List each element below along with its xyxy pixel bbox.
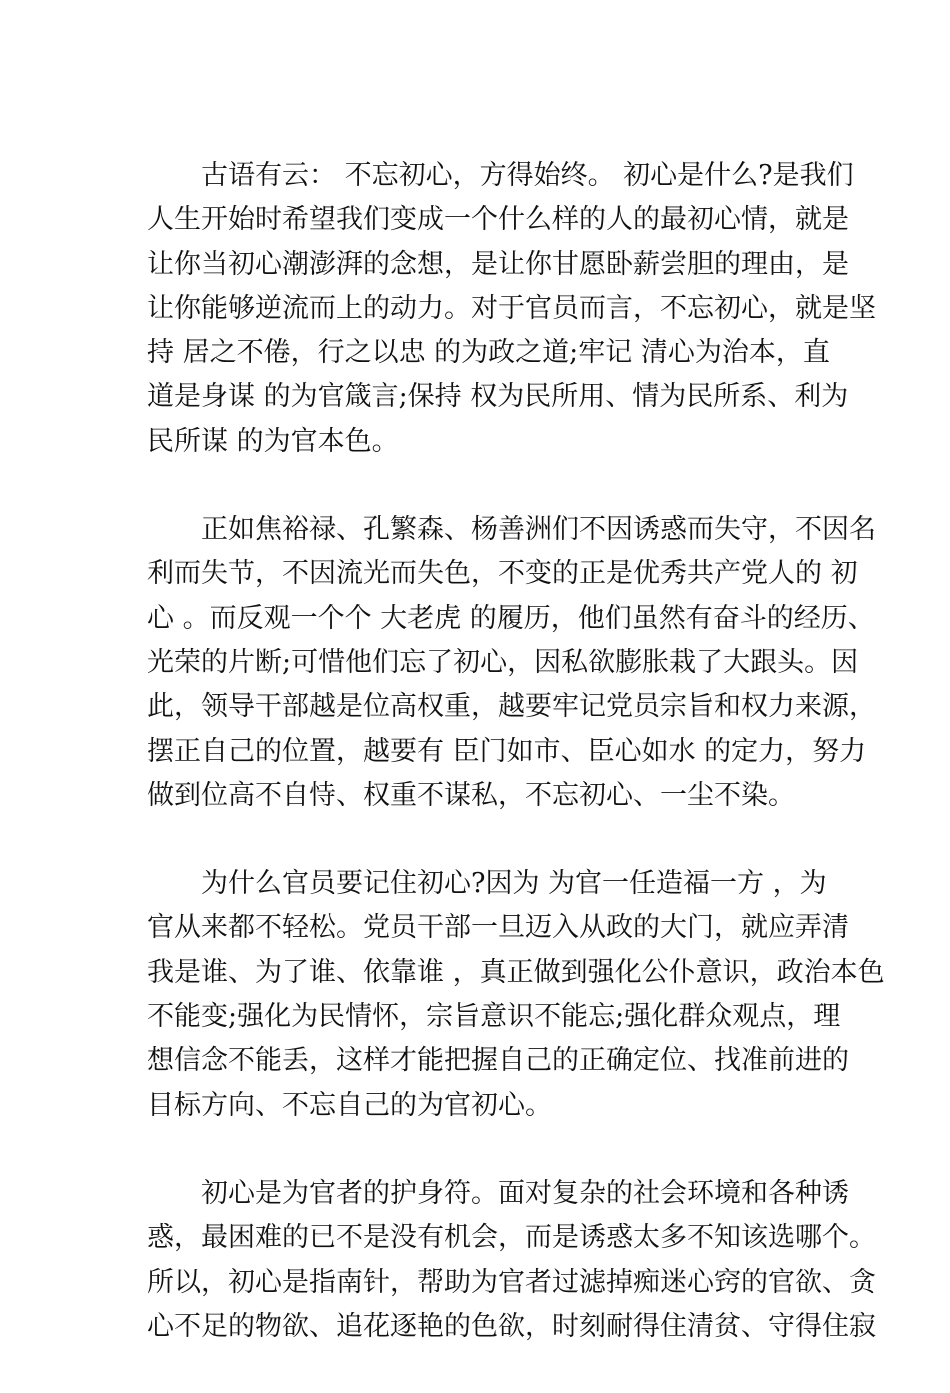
- text-line: 民所谋 的为官本色。: [147, 425, 399, 457]
- text-line: 让你当初心潮澎湃的念想，是让你甘愿卧薪尝胆的理由，是: [147, 248, 849, 280]
- text-line: 摆正自己的位置，越要有 臣门如市、臣心如水 的定力，努力: [147, 735, 867, 767]
- text-line: 正如焦裕禄、孔繁森、杨善洲们不因诱惑而失守，不因名: [201, 514, 876, 546]
- document-body: [147, 154, 885, 1393]
- text-line: 古语有云： 不忘初心，方得始终。 初心是什么?是我们: [201, 160, 854, 191]
- text-line: 光荣的片断;可惜他们忘了初心，因私欲膨胀栽了大跟头。因: [147, 646, 859, 678]
- text-line: 惑，最困难的已不是没有机会，而是诱惑太多不知该选哪个。: [147, 1222, 876, 1254]
- text-line: 持 居之不倦，行之以忠 的为政之道;牢记 清心为治本，直: [147, 337, 830, 369]
- paragraph-3: [147, 862, 885, 1128]
- text-line: 我是谁、为了谁、依靠谁 ，真正做到强化公仆意识，政治本色: [147, 956, 885, 988]
- text-line: 想信念不能丢，这样才能把握自己的正确定位、找准前进的: [147, 1045, 849, 1077]
- text-line: 官从来都不轻松。党员干部一旦迈入从政的大门，就应弄清: [147, 912, 849, 944]
- text-line: 心 。而反观一个个 大老虎 的履历，他们虽然有奋斗的经历、: [147, 602, 875, 634]
- text-line: 人生开始时希望我们变成一个什么样的人的最初心情，就是: [147, 204, 849, 236]
- text-line: 心不足的物欲、追花逐艳的色欲，时刻耐得住清贫、守得住寂: [147, 1310, 876, 1342]
- text-line: 此，领导干部越是位高权重，越要牢记党员宗旨和权力来源，: [147, 691, 876, 723]
- text-line: 不能变;强化为民情怀，宗旨意识不能忘;强化群众观点，理: [147, 1001, 841, 1033]
- text-line: 做到位高不自恃、权重不谋私，不忘初心、一尘不染。: [147, 779, 795, 811]
- text-line: 为什么官员要记住初心?因为 为官一任造福一方 ，为: [201, 868, 827, 900]
- paragraph-1: [147, 154, 876, 464]
- text-line: 所以，初心是指南针，帮助为官者过滤掉痴迷心窍的官欲、贪: [147, 1266, 876, 1298]
- paragraph-4: [147, 1172, 876, 1349]
- text-line: 初心是为官者的护身符。面对复杂的社会环境和各种诱: [201, 1177, 849, 1209]
- text-line: 目标方向、不忘自己的为官初心。: [147, 1089, 552, 1121]
- text-line: 道是身谋 的为官箴言;保持 权为民所用、情为民所系、利为: [147, 381, 849, 413]
- text-line: 利而失节，不因流光而失色，不变的正是优秀共产党人的 初: [147, 558, 858, 590]
- paragraph-2: [147, 508, 876, 818]
- text-line: 让你能够逆流而上的动力。对于官员而言，不忘初心，就是坚: [147, 292, 876, 324]
